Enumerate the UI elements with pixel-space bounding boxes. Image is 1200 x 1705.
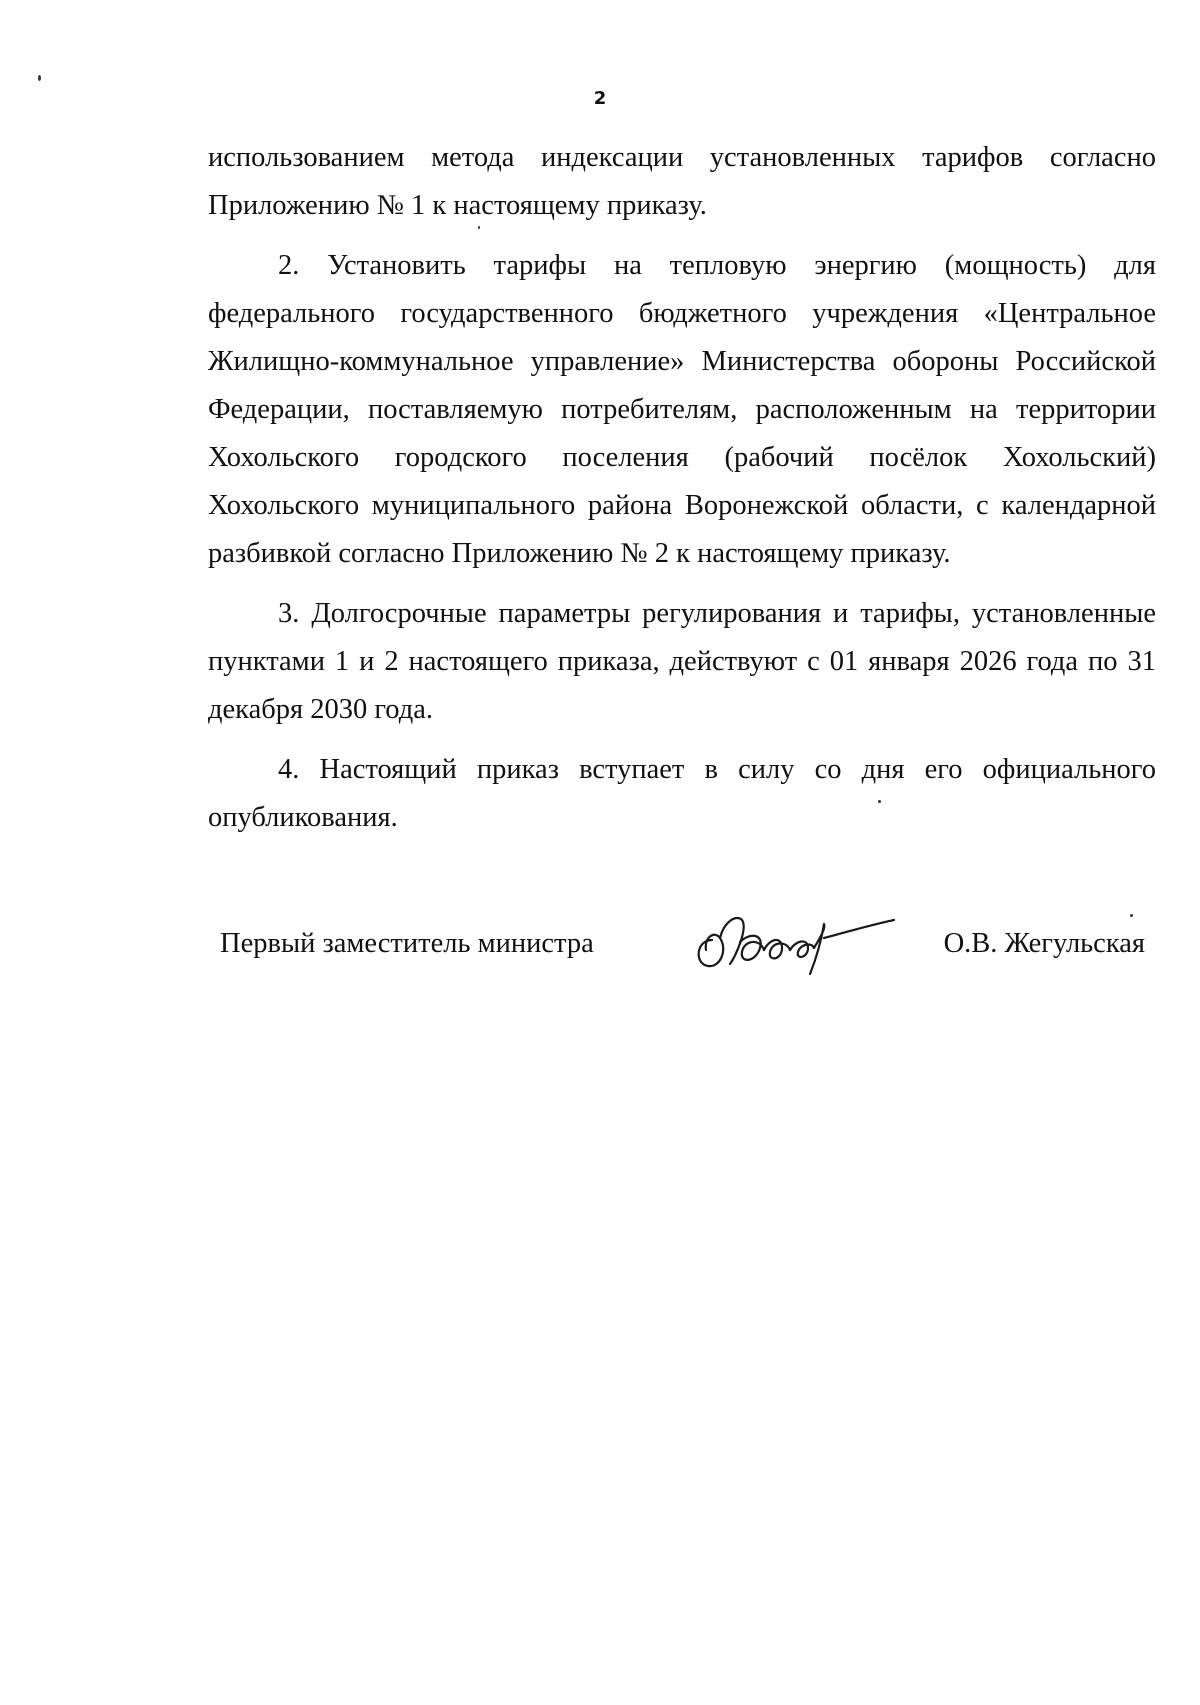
paragraph-item-2: 2. Установить тарифы на тепловую энергию (мощность) для федерального государственного бюджетного учреждения «Центральное Жилищно-коммунальное управление» Министерства обороны Российской Федерации, поставляемую потребителям, расположенным на территории Хохольского городского поселения (рабочий посёлок Хохольский) Хохольского муниципального района Воронежской области, с календарной разбивкой согласно Приложению № 2 к настоящему приказу. — [208, 250, 1156, 569]
scan-speck — [38, 75, 41, 81]
signature-block — [220, 920, 1145, 980]
signatory-name: О.В. Жегульская — [943, 928, 1145, 959]
scan-speck — [1130, 914, 1133, 917]
handwritten-signature-icon — [690, 898, 900, 978]
signatory-position: Первый заместитель министра — [220, 928, 594, 959]
document-body — [208, 134, 1156, 854]
page-number: 2 — [593, 88, 607, 109]
paragraph-continuation: использованием метода индексации установленных тарифов согласно Приложению № 1 к настоящему приказу. — [208, 142, 1156, 221]
paragraph-item-3: 3. Долгосрочные параметры регулирования и тарифы, установленные пунктами 1 и 2 настоящего приказа, действуют с 01 января 2026 года по 31 декабря 2030 года. — [208, 598, 1156, 725]
paragraph-item-4: 4. Настоящий приказ вступает в силу со дня его официального опубликования. — [208, 754, 1156, 833]
